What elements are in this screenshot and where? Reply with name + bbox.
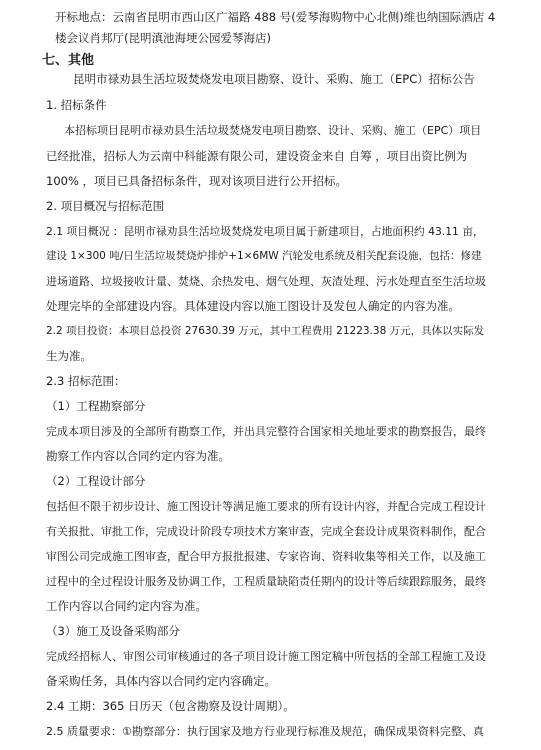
design-line-1: 包括但不限于初步设计、施工图设计等满足施工要求的所有设计内容，并配合完成工程设计 (46, 500, 486, 513)
section-heading: 七、其他 (42, 53, 95, 68)
design-line-4: 过程中的全过程设计服务及协调工作，工程质量缺陷责任期内的设计等后续跟踪服务，最终 (46, 575, 486, 588)
design-line-2: 有关报批、审批工作，完成设计阶段专项技术方案审查，完成全套设计成果资料制作，配合 (46, 525, 486, 538)
scope-heading: 2.3 招标范围： (46, 374, 126, 388)
opening-location-line-1: 开标地点：云南省昆明市西山区广福路 488 号(爱琴海购物中心北侧)维也纳国际酒店 4 (55, 10, 496, 24)
investment-line-2: 生为准。 (46, 349, 92, 363)
opening-location-line-2: 楼会议肖邦厅(昆明滇池海埂公园爱琴海店) (55, 31, 271, 45)
design-heading: （2）工程设计部分 (46, 474, 146, 488)
s1-heading: 1. 招标条件 (46, 98, 107, 112)
investment-line-1: 2.2 项目投资：本项目总投资 27630.39 万元，其中工程费用 21223.38 万元，具体以实际发 (46, 325, 485, 337)
s1-line-2: 已经批准，招标人为云南中科能源有限公司，建设资金来自 自筹 ，项目出资比例为 (46, 149, 468, 163)
s1-line-1: 本招标项目昆明市禄劝县生活垃圾焚烧发电项目勘察、设计、采购、施工（EPC）项目 (64, 124, 482, 137)
overview-line-3: 进场道路、垃圾接收计量、焚烧、余热发电、烟气处理、灰渣处理、污水处理直至生活垃圾 (46, 275, 486, 288)
survey-line-1: 完成本项目涉及的全部所有勘察工作，并出具完整符合国家相关地址要求的勘察报告，最终 (46, 425, 486, 438)
design-line-3: 审图公司完成施工图审查，配合甲方报批报建、专家咨询、资料收集等相关工作，以及施工 (46, 550, 486, 563)
procurement-line-2: 备采购任务，具体内容以合同约定内容确定。 (46, 674, 276, 688)
design-line-5: 工作内容以合同约定内容为准。 (46, 599, 207, 613)
overview-line-4: 处理完毕的全部建设内容。具体建设内容以施工图设计及发包人确定的内容为准。 (46, 299, 460, 313)
quality-line: 2.5 质量要求：①勘察部分：执行国家及地方行业现行标准及规范，确保成果资料完整、真 (46, 725, 484, 738)
procurement-heading: （3）施工及设备采购部分 (46, 624, 180, 638)
survey-line-2: 勘察工作内容以合同约定内容为准。 (46, 449, 230, 463)
announcement-title: 昆明市禄劝县生活垃圾焚烧发电项目勘察、设计、采购、施工（EPC）招标公告 (73, 72, 475, 86)
duration-line: 2.4 工期：365 日历天（包含勘察及设计周期）。 (46, 699, 295, 713)
procurement-line-1: 完成经招标人、审图公司审核通过的各子项目设计施工图定稿中所包括的全部工程施工及设 (46, 650, 486, 663)
overview-line-2: 建设 1×300 吨/日生活垃圾焚烧炉排炉+1×6MW 汽轮发电系统及相关配套设施，包括：修建 (46, 250, 482, 262)
s2-heading: 2. 项目概况与招标范围 (46, 199, 165, 213)
s1-line-3: 100% ，项目已具备招标条件，现对该项目进行公开招标。 (46, 174, 348, 188)
survey-heading: （1）工程勘察部分 (46, 399, 146, 413)
overview-line-1: 2.1 项目概况 ：昆明市禄劝县生活垃圾焚烧发电项目属于新建项目，占地面积约 43.11 亩， (46, 225, 484, 238)
